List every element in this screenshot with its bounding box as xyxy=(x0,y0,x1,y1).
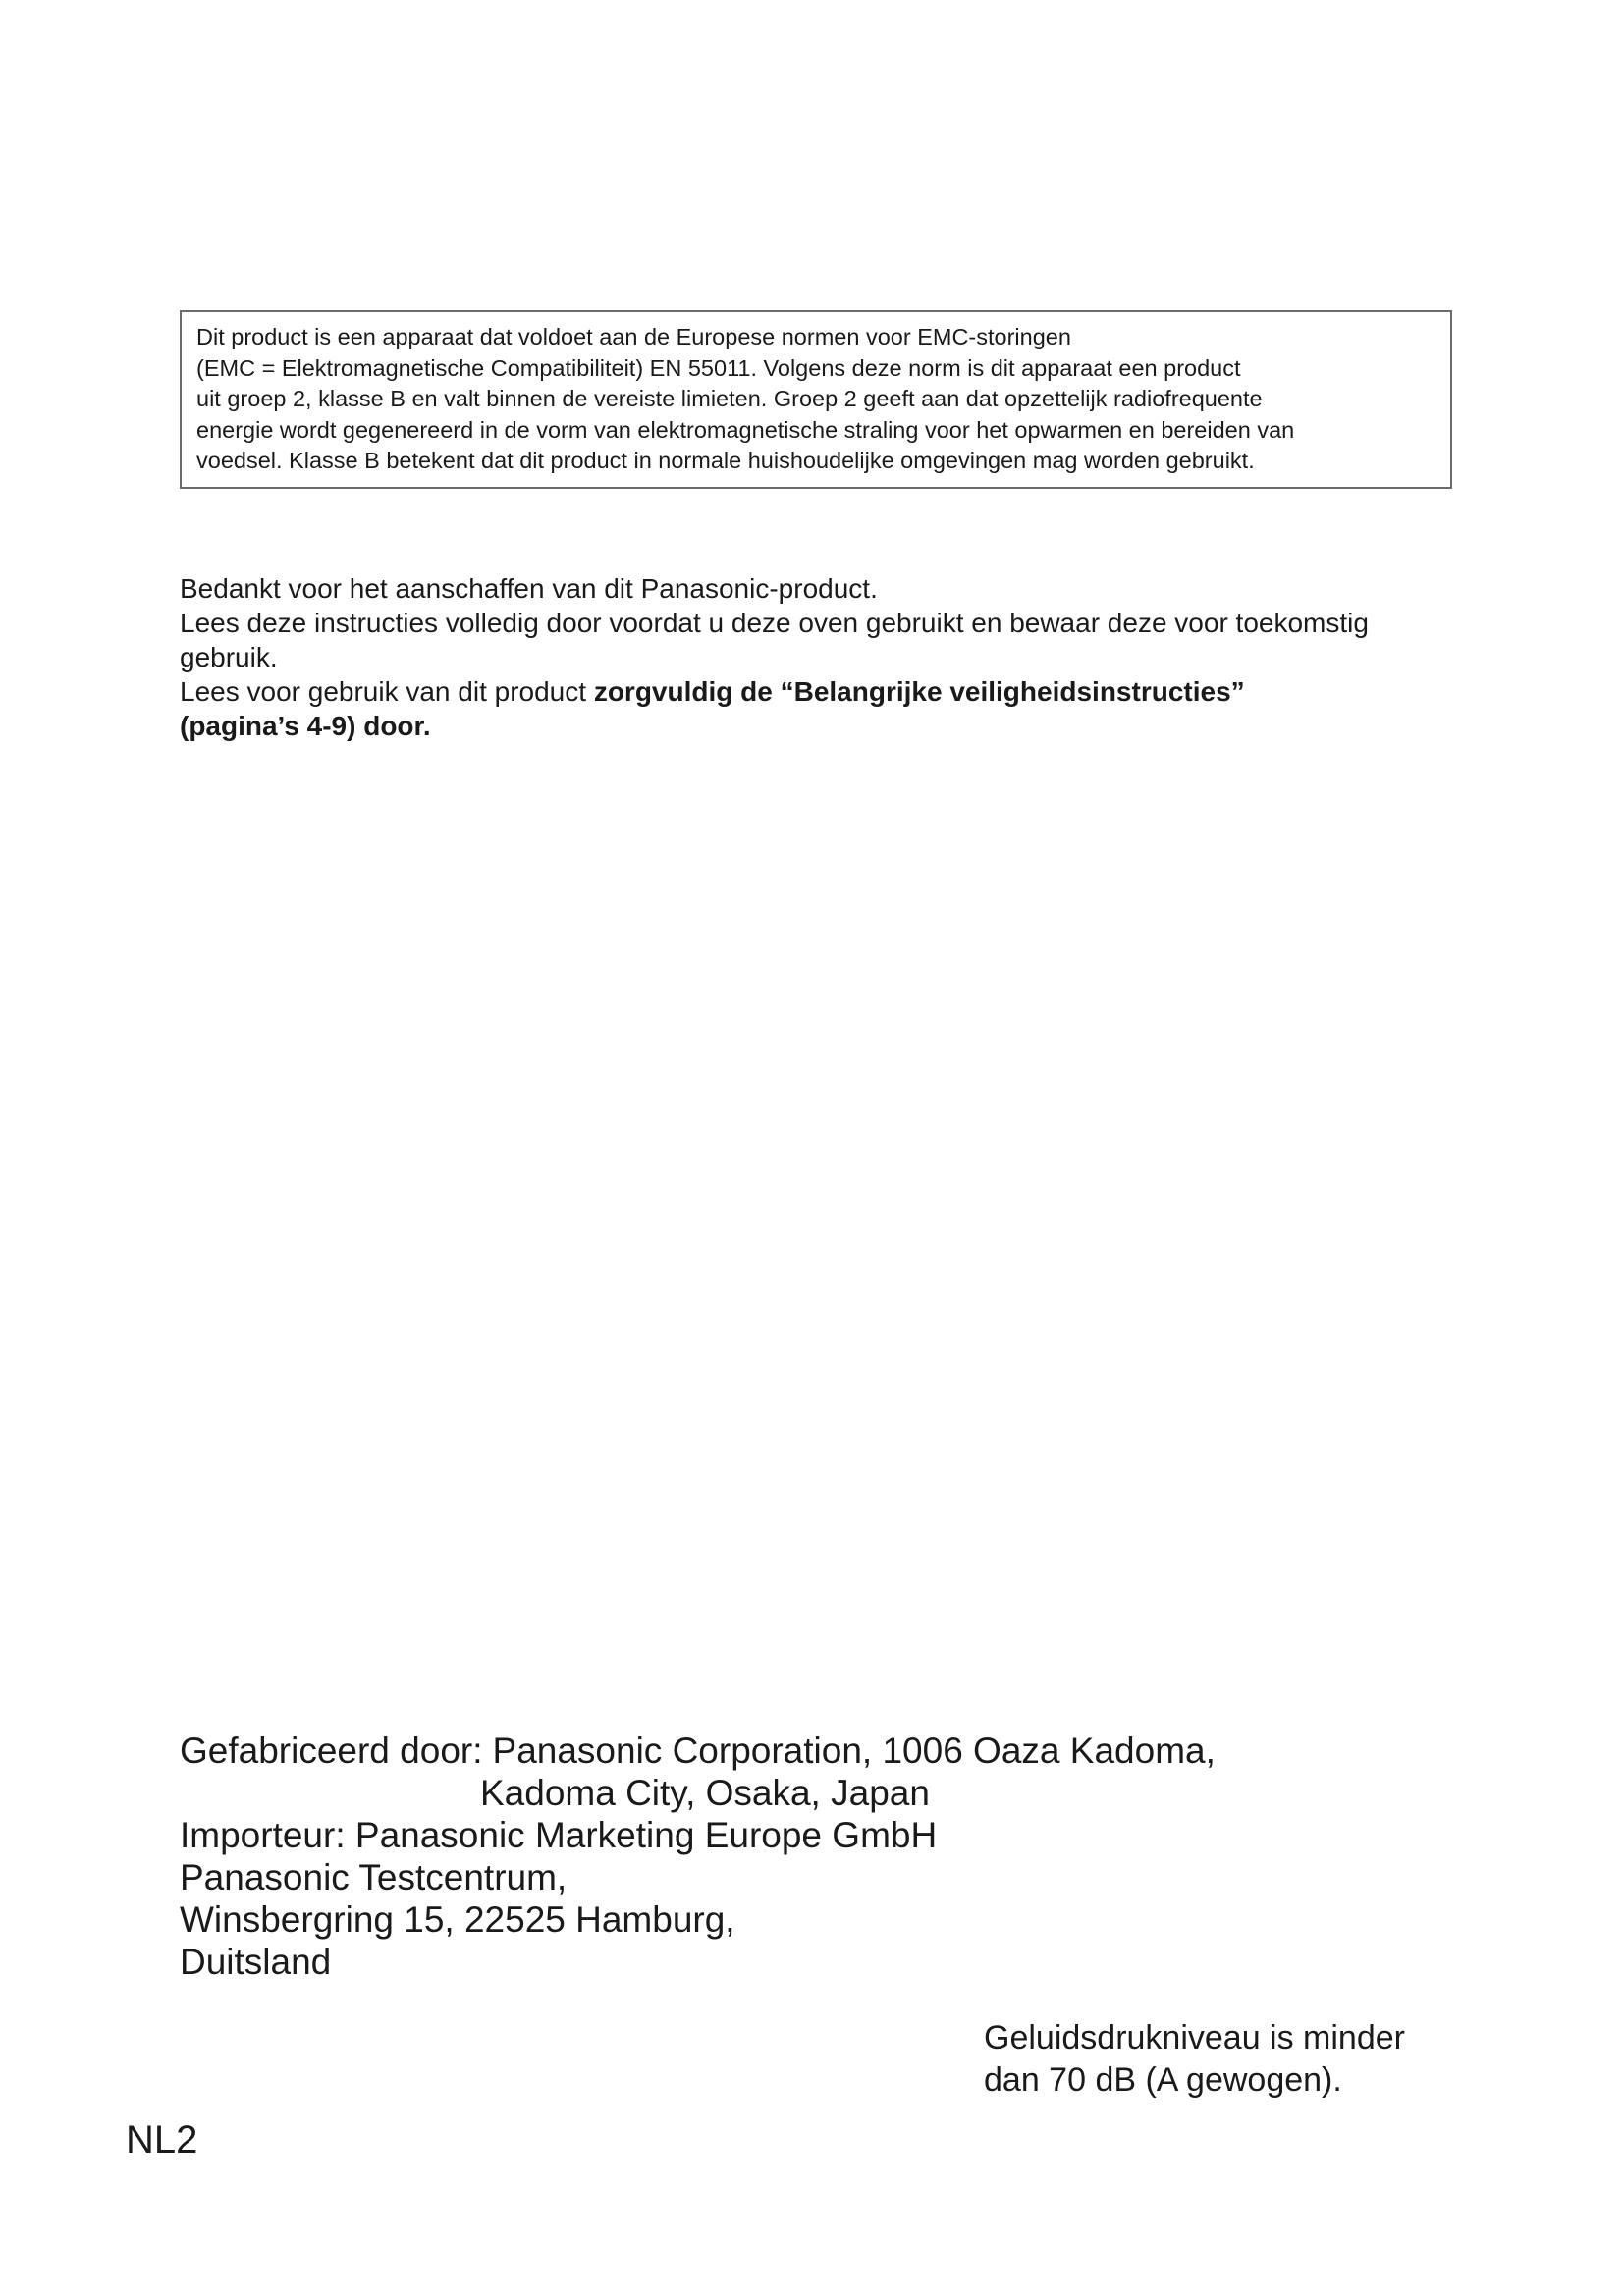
country-text: Duitsland xyxy=(180,1942,332,1982)
manufacturer-line xyxy=(180,1730,1216,1772)
manufacturer-block xyxy=(180,1730,1216,1983)
safety-emphasis: zorgvuldig de “Belangrijke veiligheidsinstructies” xyxy=(593,676,1245,707)
emc-notice-line: uit groep 2, klasse B en valt binnen de vereiste limieten. Groep 2 geeft aan dat opzettelijk radiofrequente xyxy=(196,386,1263,411)
emc-notice-line: voedsel. Klasse B betekent dat dit product in normale huishoudelijke omgevingen mag worden gebruikt. xyxy=(196,448,1255,473)
safety-instructions-note xyxy=(180,674,1466,709)
safety-emphasis-pages: (pagina’s 4-9) door. xyxy=(180,711,431,741)
emc-notice-line: (EMC = Elektromagnetische Compatibiliteit) EN 55011. Volgens deze norm is dit apparaat een product xyxy=(196,354,1241,381)
importer-text: Importeur: Panasonic Marketing Europe GmbH xyxy=(180,1815,938,1855)
emc-notice-box xyxy=(180,310,1452,489)
manufacturer-label: Gefabriceerd door: xyxy=(180,1731,483,1771)
emc-notice-line: energie wordt gegenereerd in de vorm van elektromagnetische straling voor het opwarmen en bereiden van xyxy=(196,416,1295,443)
test-centre-text: Panasonic Testcentrum, xyxy=(180,1857,568,1897)
noise-level-line: Geluidsdrukniveau is minder xyxy=(984,2019,1405,2056)
street-address: Winsbergring 15, 22525 Hamburg, xyxy=(180,1899,735,1940)
page-number: NL2 xyxy=(126,2118,198,2162)
intro-paragraph xyxy=(180,571,1466,743)
safety-prefix: Lees voor gebruik van dit product xyxy=(180,676,594,707)
read-instructions-text: Lees deze instructies volledig door voordat u deze oven gebruikt en bewaar deze voor toekomstig xyxy=(180,608,1369,638)
read-instructions-text-cont: gebruik. xyxy=(180,642,278,672)
noise-level-line: dan 70 dB (A gewogen). xyxy=(984,2061,1342,2099)
manufacturer-address: Panasonic Corporation, 1006 Oaza Kadoma, xyxy=(492,1731,1216,1771)
thanks-text: Bedankt voor het aanschaffen van dit Panasonic-product. xyxy=(180,573,878,604)
manufacturer-city: Kadoma City, Osaka, Japan xyxy=(480,1773,930,1813)
emc-notice-line: Dit product is een apparaat dat voldoet aan de Europese normen voor EMC-storingen xyxy=(196,324,1071,349)
noise-level-note xyxy=(984,2017,1405,2102)
